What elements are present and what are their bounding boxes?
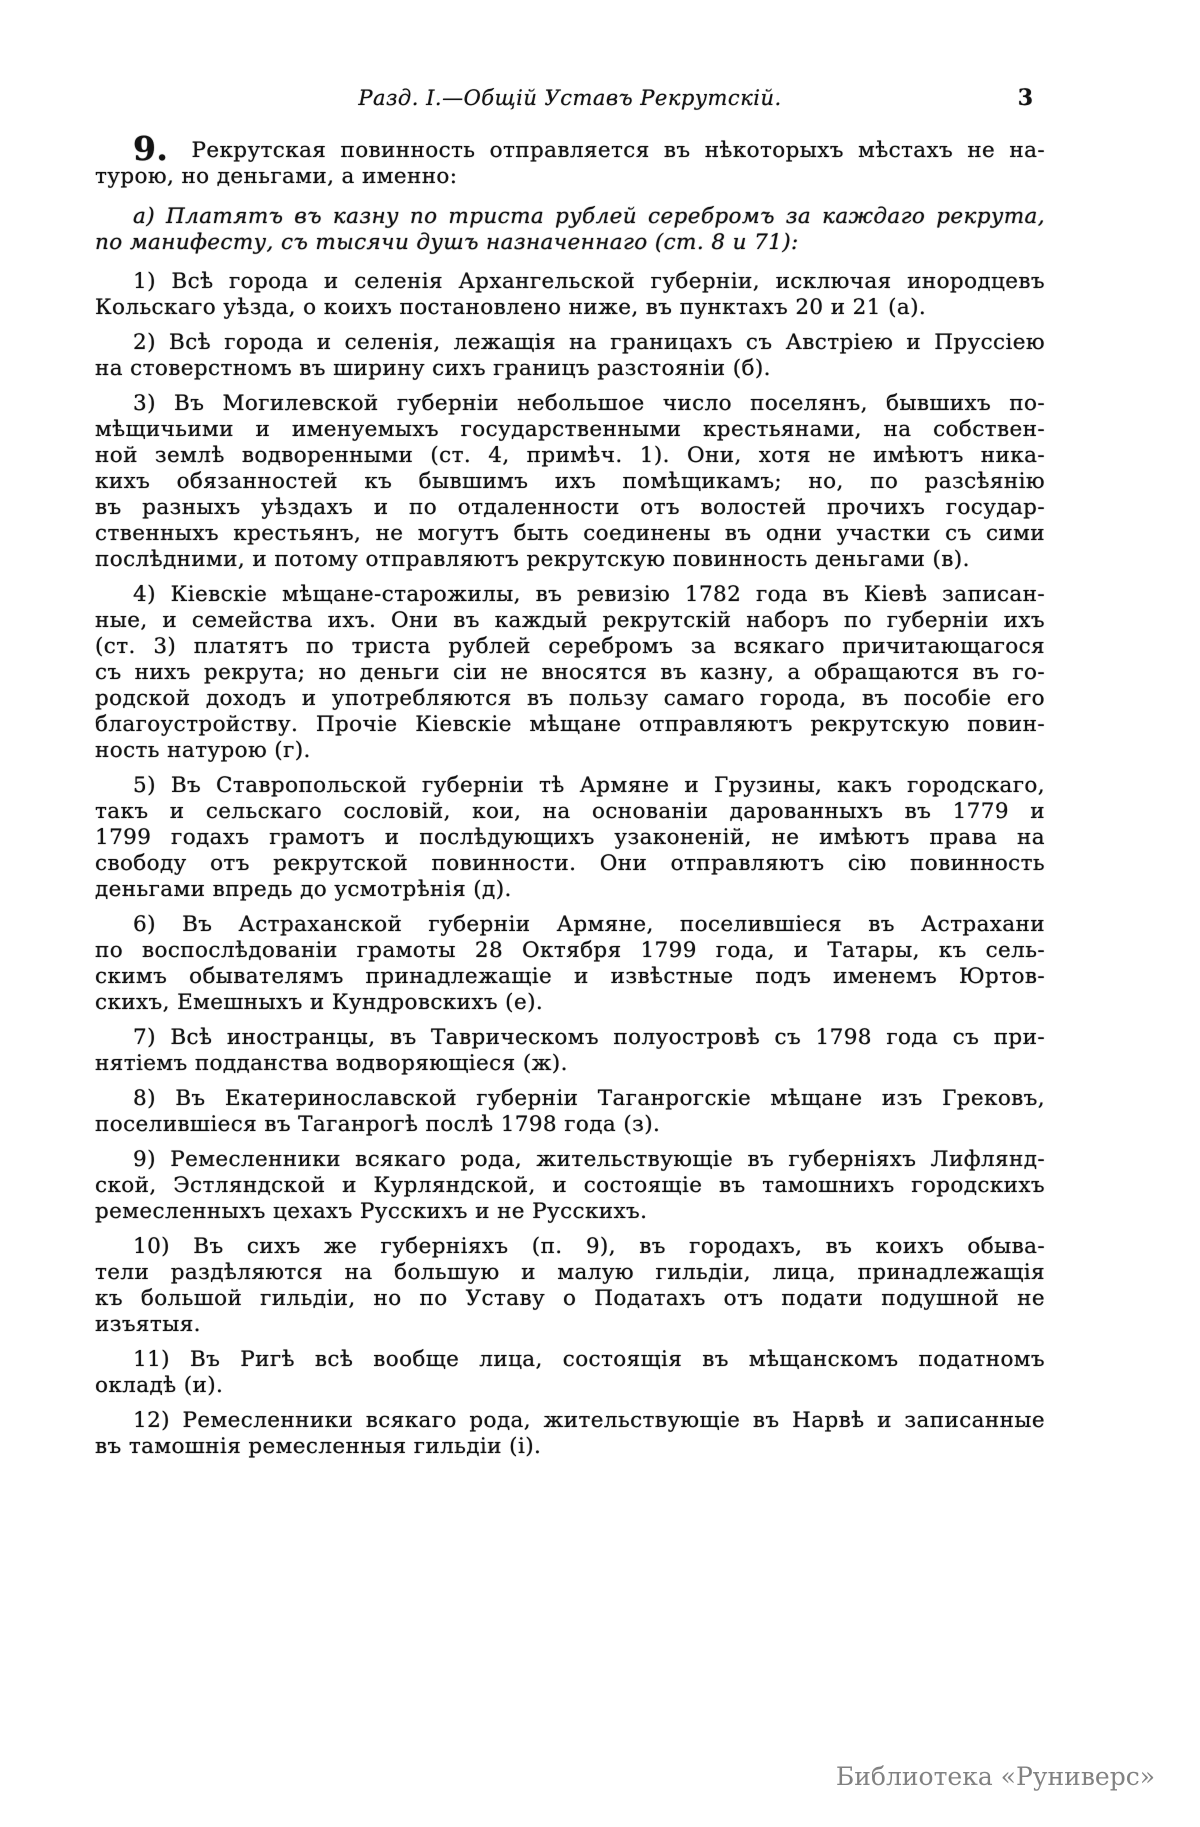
paragraph <box>95 269 1045 321</box>
text-line: ской, Эстляндской и Курляндской, и состоящіе въ тамошнихъ городскихъ <box>95 1173 1045 1198</box>
text-line: ственныхъ крестьянъ, не могутъ быть соединены въ одни участки съ сими <box>95 521 1045 546</box>
text-line: по воспослѣдованіи грамоты 28 Октября 1799 года, и Татары, къ сель- <box>95 938 1045 963</box>
paragraph <box>95 582 1045 764</box>
paragraph <box>95 129 1045 190</box>
article-body <box>95 129 1045 1460</box>
text-line: а) Платятъ въ казну по триста рублей серебромъ за каждаго рекрута, <box>133 204 1045 229</box>
text-line: 10) Въ сихъ же губерніяхъ (п. 9), въ городахъ, въ коихъ обыва- <box>133 1234 1045 1259</box>
text-line: ность натурою (г). <box>95 738 311 763</box>
text-line: 4) Кіевскіе мѣщане-старожилы, въ ревизію 1782 года въ Кіевѣ записан- <box>133 582 1045 607</box>
text-line: 1799 годахъ грамотъ и послѣдующихъ узаконеній, не имѣютъ права на <box>95 825 1045 850</box>
running-head <box>95 84 1045 112</box>
paragraph <box>95 1147 1045 1225</box>
text-line: тели раздѣляются на большую и малую гильдіи, лица, принадлежащія <box>95 1260 1045 1285</box>
paragraph <box>95 1025 1045 1077</box>
text-line: мѣщичьими и именуемыхъ государственными крестьянами, на собствен- <box>95 417 1045 442</box>
library-watermark: Библиотека «Руниверс» <box>835 1762 1155 1791</box>
text-line: послѣдними, и потому отправляютъ рекрутскую повинность деньгами (в). <box>95 547 970 572</box>
page-number: 3 <box>1017 85 1033 111</box>
text-line: въ разныхъ уѣздахъ и по отдаленности отъ волостей прочихъ государ- <box>95 495 1045 520</box>
text-line: съ нихъ рекрута; но деньги сіи не вносятся въ казну, а обращаются въ го- <box>95 660 1045 685</box>
text-line: 9) Ремесленники всякаго рода, жительствующіе въ губерніяхъ Лифлянд- <box>133 1147 1045 1172</box>
text-line: ной землѣ водворенными (ст. 4, примѣч. 1). Они, хотя не имѣютъ ника- <box>95 443 1045 468</box>
paragraph <box>95 1234 1045 1338</box>
text-line: турою, но деньгами, а именно: <box>95 164 458 189</box>
paragraph <box>95 391 1045 573</box>
text-line: благоустройству. Прочіе Кіевскіе мѣщане отправляютъ рекрутскую повин- <box>95 712 1045 737</box>
text-line: на стоверстномъ въ ширину сихъ границъ разстояніи (б). <box>95 356 771 381</box>
text-line: 1) Всѣ города и селенія Архангельской губерніи, исключая инородцевъ <box>133 269 1045 294</box>
text-line: такъ и сельскаго сословій, кои, на основаніи дарованныхъ въ 1779 и <box>95 799 1045 824</box>
text-line: кихъ обязанностей къ бывшимъ ихъ помѣщикамъ; но, по разсѣянію <box>95 469 1045 494</box>
text-line: 12) Ремесленники всякаго рода, жительствующіе въ Нарвѣ и записанные <box>133 1408 1045 1433</box>
paragraph <box>95 1086 1045 1138</box>
text-line: 5) Въ Ставропольской губерніи тѣ Армяне и Грузины, какъ городскаго, <box>133 773 1045 798</box>
text-line: Кольскаго уѣзда, о коихъ постановлено ниже, въ пунктахъ 20 и 21 (а). <box>95 295 927 320</box>
article-number: 9. <box>133 129 169 168</box>
text-line: родской доходъ и употребляются въ пользу самаго города, въ пособіе его <box>95 686 1045 711</box>
paragraph <box>95 773 1045 903</box>
text-line: 9. Рекрутская повинность отправляется въ нѣкоторыхъ мѣстахъ не на- <box>133 129 1045 168</box>
text-block <box>95 84 1045 1469</box>
paragraph <box>95 1408 1045 1460</box>
text-line: 7) Всѣ иностранцы, въ Таврическомъ полуостровѣ съ 1798 года съ при- <box>133 1025 1045 1050</box>
text-line: ные, и семейства ихъ. Они въ каждый рекрутскій наборъ по губерніи ихъ <box>95 608 1045 633</box>
paragraph <box>95 1347 1045 1399</box>
text-line: 8) Въ Екатеринославской губерніи Таганрогскіе мѣщане изъ Грековъ, <box>133 1086 1045 1111</box>
paragraph <box>95 912 1045 1016</box>
text-line: 6) Въ Астраханской губерніи Армяне, поселившіеся въ Астрахани <box>133 912 1045 937</box>
text-line: скимъ обывателямъ принадлежащіе и извѣстные подъ именемъ Юртов- <box>95 964 1045 989</box>
text-line: по манифесту, съ тысячи душъ назначеннаго (ст. 8 и 71): <box>95 230 799 255</box>
text-line: изъятыя. <box>95 1312 201 1337</box>
text-line: поселившіеся въ Таганрогѣ послѣ 1798 года (з). <box>95 1112 661 1137</box>
paragraph <box>95 330 1045 382</box>
text-line: окладѣ (и). <box>95 1373 224 1398</box>
text-line: (ст. 3) платятъ по триста рублей серебромъ за всякаго причитающагося <box>95 634 1045 659</box>
text-line: къ большой гильдіи, но по Уставу о Податахъ отъ подати подушной не <box>95 1286 1045 1311</box>
text-line: скихъ, Емешныхъ и Кундровскихъ (е). <box>95 990 544 1015</box>
text-line: ремесленныхъ цехахъ Русскихъ и не Русскихъ. <box>95 1199 648 1224</box>
paragraph <box>95 204 1045 256</box>
text-line: 11) Въ Ригѣ всѣ вообще лица, состоящія въ мѣщанскомъ податномъ <box>133 1347 1045 1372</box>
text-line: 3) Въ Могилевской губерніи небольшое число поселянъ, бывшихъ по- <box>133 391 1045 416</box>
text-line: 2) Всѣ города и селенія, лежащія на границахъ съ Австріею и Пруссіею <box>133 330 1045 355</box>
chapter-title: Разд. I.—Общій Уставъ Рекрутскій. <box>358 86 782 110</box>
text-line: свободу отъ рекрутской повинности. Они отправляютъ сію повинность <box>95 851 1045 876</box>
text-line: деньгами впредь до усмотрѣнія (д). <box>95 877 512 902</box>
text-line: нятіемъ подданства водворяющіеся (ж). <box>95 1051 568 1076</box>
text-line: въ тамошнія ремесленныя гильдіи (і). <box>95 1434 542 1459</box>
